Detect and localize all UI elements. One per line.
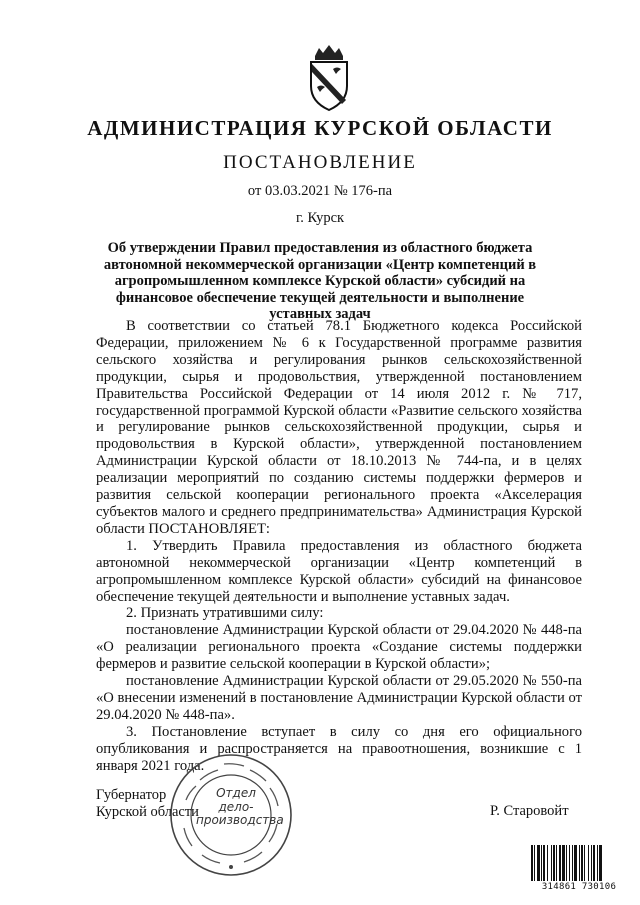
barcode-bar (566, 845, 567, 881)
barcode-number: 314861 730106 (541, 882, 617, 892)
barcode-bar (581, 845, 583, 881)
barcode-bar (569, 845, 570, 881)
position-line-1: Губернатор (96, 787, 167, 803)
barcode-bar (572, 845, 573, 881)
barcode-bar (588, 845, 589, 881)
barcode-bar (574, 845, 577, 881)
barcode-bar (551, 845, 552, 881)
signatory-name: Р. Старовойт (490, 803, 569, 819)
barcode-bar (593, 845, 595, 881)
clause-2-sub-a: постановление Администрации Курской области от 29.04.2020 № 448-па «О реализации регионального проекта «Создание системы поддержки фермеров и развитие сельской кооперации в Курской области»; (96, 622, 582, 673)
stamp-text (196, 786, 284, 828)
barcode-bar (556, 845, 557, 881)
document-type: ПОСТАНОВЛЕНИЕ (223, 152, 417, 173)
barcode-bar (531, 845, 533, 881)
barcode-bar (591, 845, 592, 881)
position-line-2: Курской области (96, 804, 199, 820)
barcode-bar (559, 845, 561, 881)
stamp-line-1: Отдел (216, 786, 256, 800)
barcode-icon (530, 845, 628, 881)
barcode-bar (584, 845, 585, 881)
document-date-number: от 03.03.2021 № 176-па (247, 183, 393, 199)
clause-1: 1. Утвердить Правила предоставления из областного бюджета автономной некоммерческой организации «Центр компетенций в агропромышленном комплексе Курской области» субсидий на финансовое обеспечение текущей деятельности и выполнение уставных задач. (96, 537, 582, 605)
organization-name: АДМИНИСТРАЦИЯ КУРСКОЙ ОБЛАСТИ (87, 116, 553, 140)
barcode-bar (599, 845, 602, 881)
barcode-bar (597, 845, 598, 881)
preamble-paragraph: В соответствии со статьей 78.1 Бюджетного кодекса Российской Федерации, приложением № 6 к Государственной программе развития сельского хозяйства и регулирования рынков сельскохозяйственной продукции, сырья и продовольствия, утвержденной постановлением Правительства Российской Федерации от 14 июля 2012 г. № 717, государственной программой Курской области «Развитие сельского хозяйства и регулирование рынков сельскохозяйственной продукции, сырья и продовольствия в Курской области», утвержденной постановлением Администрации Курской области от 18.10.2013 № 744-па, и в целях реализации мероприятий по созданию системы поддержки фермеров и развития сельской кооперации регионального проекта «Акселерация субъектов малого и среднего предпринимательства» Администрация Курской области ПОСТАНОВЛЯЕТ: (96, 318, 582, 537)
barcode-bar (541, 845, 542, 881)
coat-of-arms-icon (305, 42, 353, 112)
clause-3: 3. Постановление вступает в силу со дня его официального опубликования и распространяется на правоотношения, возникшие с 1 января 2021 года. (96, 723, 582, 774)
barcode-bar (547, 845, 548, 881)
barcode-bar (562, 845, 565, 881)
document-title: Об утверждении Правил предоставления из областного бюджета автономной некоммерческой организации «Центр компетенций в агропромышленном комплексе Курской области» субсидий на финансовое обеспечение текущей деятельности и выполнение уставных задач (103, 240, 537, 322)
clause-2-sub-b: постановление Администрации Курской области от 29.05.2020 № 550-па «О внесении изменений в постановление Администрации Курской области от 29.04.2020 № 448-па». (96, 673, 582, 723)
document-city: г. Курск (295, 210, 345, 226)
barcode-bar (537, 845, 540, 881)
clause-2: 2. Признать утратившими силу: (126, 605, 324, 622)
barcode-bar (579, 845, 580, 881)
barcode-bar (553, 845, 555, 881)
barcode-bar (534, 845, 535, 881)
document-body (96, 318, 582, 774)
stamp-line-2: дело- (218, 799, 254, 814)
barcode-bar (543, 845, 545, 881)
stamp-line-3: производства (196, 813, 284, 827)
